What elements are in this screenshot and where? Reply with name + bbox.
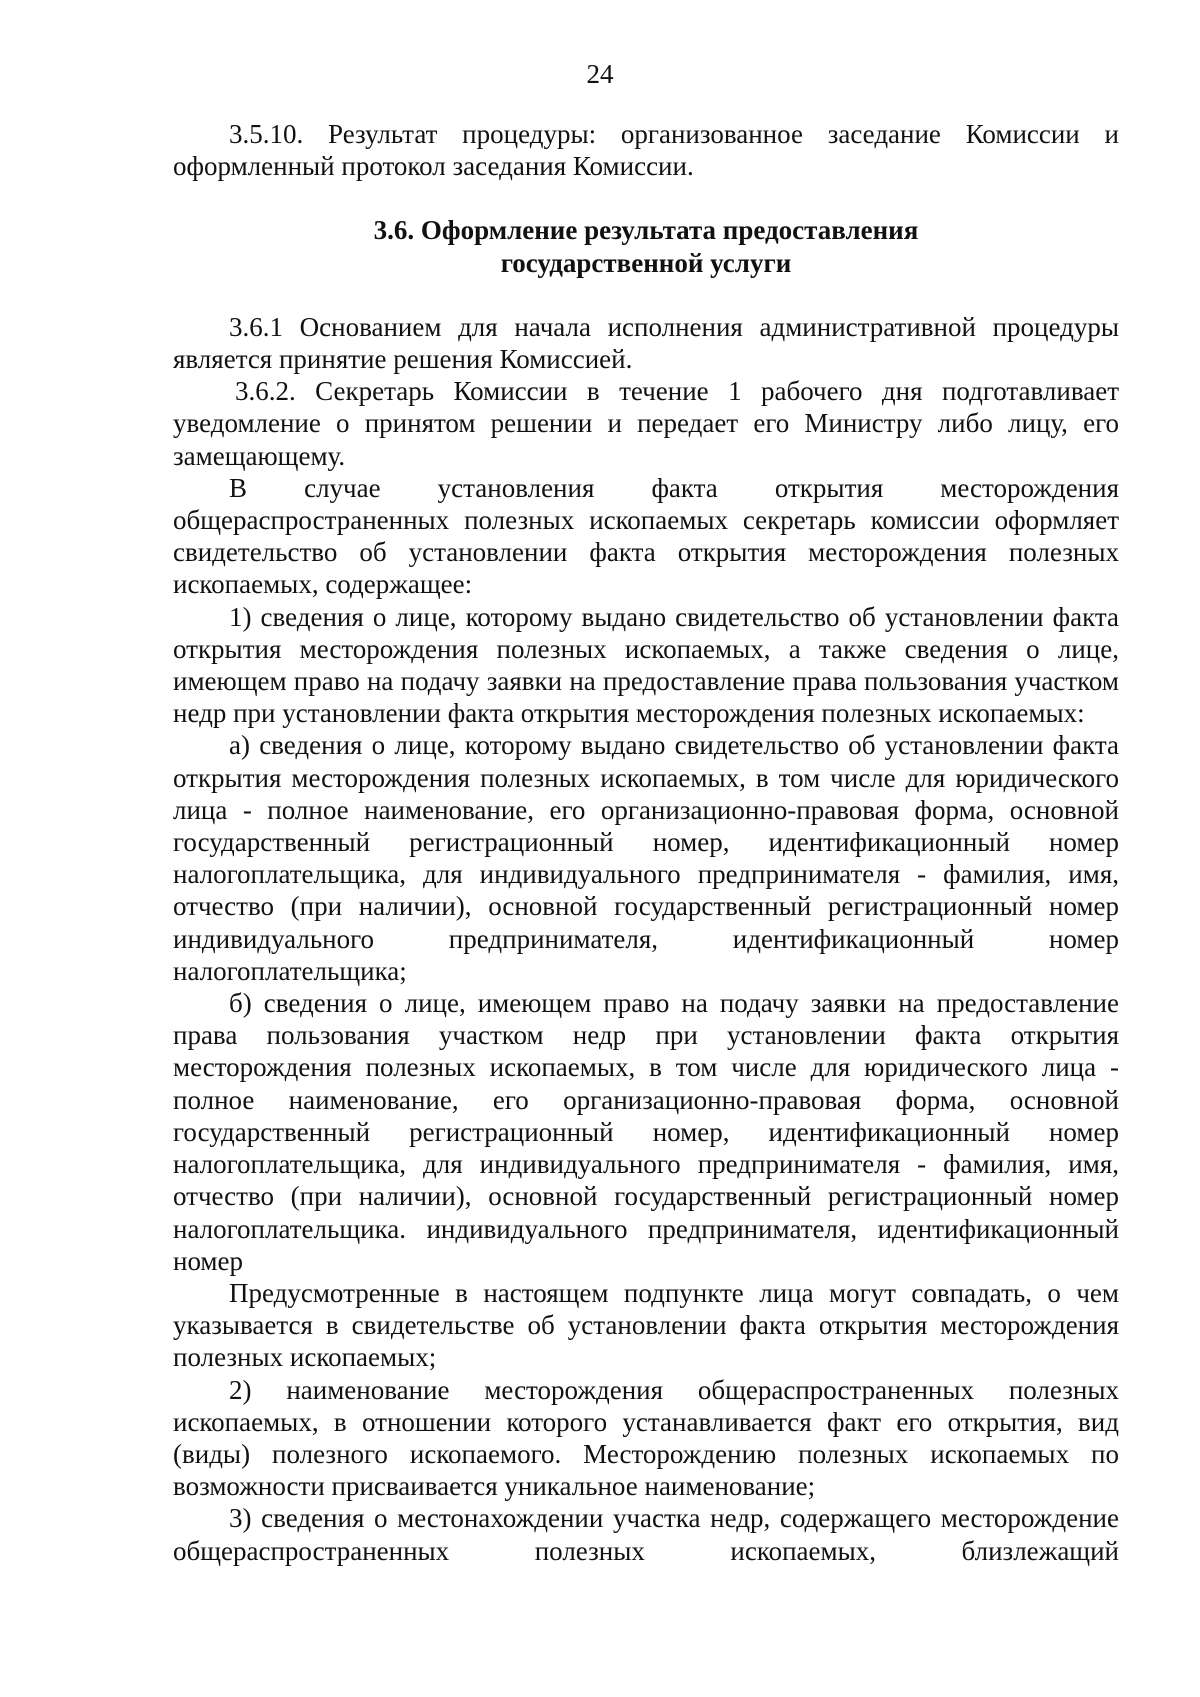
paragraph-certificate-intro: В случае установления факта открытия месторождения общераспространенных полезных ископаемых секретарь комиссии оформляет свидетельство об установлении факта открытия месторождения полезных ископаемых, содержащее: <box>173 472 1119 600</box>
paragraph-item-b: б) сведения о лице, имеющем право на подачу заявки на предоставление права пользования участком недр при установлении факта открытия месторождения полезных ископаемых, в том числе для юридического лица - полное наименование, его организационно-правовая форма, основной государственный регистрационный номер, идентификационный номер налогоплательщика, для индивидуального предпринимателя - фамилия, имя, отчество (при наличии), основной государственный регистрационный номер налогоплательщика. индивидуального предпринимателя, идентификационный номер <box>173 988 1119 1276</box>
section-heading-line-2: государственной услуги <box>500 247 792 278</box>
paragraph-item-3: 3) сведения о местонахождении участка недр, содержащего месторождение общераспространенных полезных ископаемых, близлежащий <box>173 1503 1119 1566</box>
document-body <box>173 118 1119 1567</box>
page-number: 24 <box>586 59 614 89</box>
paragraph-3-5-10: 3.5.10. Результат процедуры: организованное заседание Комиссии и оформленный протокол заседания Комиссии. <box>173 119 1119 182</box>
paragraph-3-6-1: 3.6.1 Основанием для начала исполнения административной процедуры является принятие решения Комиссией. <box>173 311 1119 375</box>
section-heading-line-1: 3.6. Оформление результата предоставления <box>373 215 919 246</box>
paragraph-3-6-2: 3.6.2. Секретарь Комиссии в течение 1 рабочего дня подготавливает уведомление о принятом решении и передает его Министру либо лицу, его замещающему. <box>173 376 1119 471</box>
section-heading-3-6 <box>173 214 1119 278</box>
paragraph-item-2: 2) наименование месторождения общераспространенных полезных ископаемых, в отношении которого устанавливается факт его открытия, вид (виды) полезного ископаемого. Месторождению полезных ископаемых по возможности присваивается уникальное наименование; <box>173 1374 1119 1502</box>
paragraph-item-a: а) сведения о лице, которому выдано свидетельство об установлении факта открытия месторождения полезных ископаемых, в том числе для юридического лица - полное наименование, его организационно-правовая форма, основной государственный регистрационный номер, идентификационный номер налогоплательщика, для индивидуального предпринимателя - фамилия, имя, отчество (при наличии), основной государственный регистрационный номер индивидуального предпринимателя, идентификационный номер налогоплательщика; <box>173 730 1119 986</box>
paragraph-coincide-note: Предусмотренные в настоящем подпункте лица могут совпадать, о чем указывается в свидетельстве об установлении факта открытия месторождения полезных ископаемых; <box>173 1277 1119 1373</box>
paragraph-item-1: 1) сведения о лице, которому выдано свидетельство об установлении факта открытия месторождения полезных ископаемых, а также сведения о лице, имеющем право на подачу заявки на предоставление права пользования участком недр при установлении факта открытия месторождения полезных ископаемых: <box>173 601 1119 729</box>
